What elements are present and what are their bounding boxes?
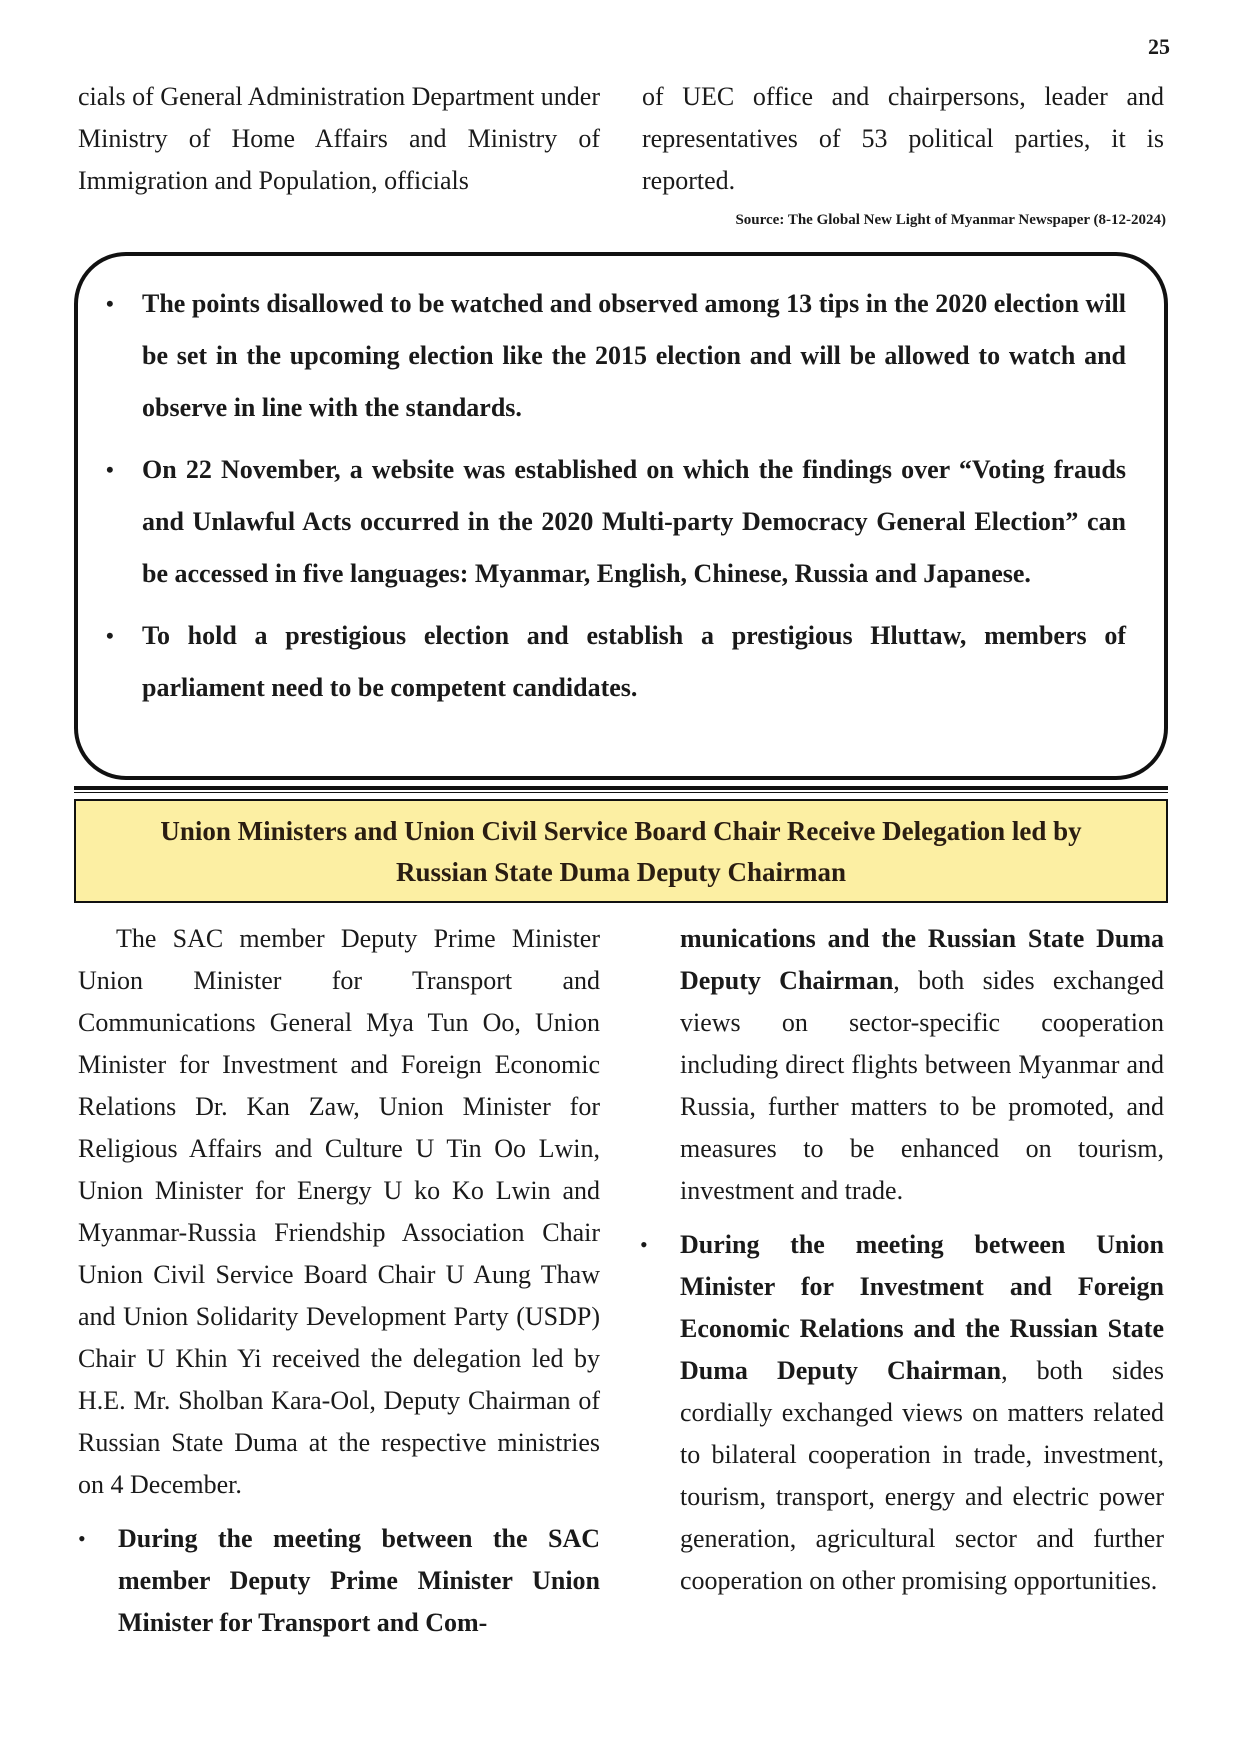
- paragraph: [680, 918, 1164, 1212]
- list-item-text: To hold a prestigious election and establish a prestigious Hluttaw, members of parliament need to be competent candidates.: [142, 621, 1126, 702]
- list-item: [106, 610, 1126, 714]
- divider: [74, 786, 1168, 790]
- continued-text-left: [78, 76, 600, 202]
- list-item: [106, 444, 1126, 600]
- page-number: 25: [1148, 34, 1170, 59]
- list-item: [78, 1518, 600, 1644]
- divider: [74, 792, 1168, 793]
- article-headline: [74, 799, 1168, 903]
- list-item-text: The points disallowed to be watched and observed among 13 tips in the 2020 election will be set in the upcoming election like the 2015 election and will be allowed to watch and observe in line with the standards.: [142, 289, 1126, 422]
- key-points-list: [106, 278, 1126, 724]
- bullet-icon: •: [78, 1526, 86, 1551]
- article-intro: The SAC member Deputy Prime Minister Union Minister for Transport and Communications General Mya Tun Oo, Union Minister for Investment and Foreign Economic Relations Dr. Kan Zaw, Union Minister for Religious Affairs and Culture U Tin Oo Lwin, Union Minister for Energy U ko Ko Lwin and Myanmar-Russia Friendship Association Chair Union Civil Service Board Chair U Aung Thaw and Union Solidarity Development Party (USDP) Chair U Khin Yi received the delegation led by H.E. Mr. Sholban Kara-Ool, Deputy Chairman of Russian State Duma at the respective ministries on 4 December.: [78, 924, 600, 1499]
- key-points-box: [74, 252, 1168, 780]
- article-column-left: [78, 918, 600, 1644]
- continued-text-right: [642, 76, 1164, 202]
- source-citation: Source: The Global New Light of Myanmar Newspaper (8-12-2024): [735, 212, 1166, 228]
- article-column-right: [640, 918, 1165, 1602]
- body-text: , both sides cordially exchanged views on matters related to bilateral cooperation in trade, investment, tourism, transport, energy and electric power generation, agricultural sector and further cooperation on other promising opportunities.: [680, 1356, 1164, 1595]
- bold-text: During the meeting between the SAC member Deputy Prime Minister Union Minister for Transport and Com-: [118, 1524, 600, 1637]
- bold-text: During the meeting between Union Minister for Investment and Foreign Economic Relations and the Russian State Duma Deputy Chairman: [680, 1230, 1164, 1385]
- headline-line: Union Ministers and Union Civil Service Board Chair Receive Delegation led by: [160, 816, 1082, 846]
- list-item: [106, 278, 1126, 434]
- bold-text: munications and the Russian State Duma Deputy Chairman: [680, 924, 1164, 995]
- headline-line: Russian State Duma Deputy Chairman: [395, 857, 847, 887]
- body-text: , both sides exchanged views on sector-specific cooperation including direct flights between Myanmar and Russia, further matters to be promoted, and measures to be enhanced on tourism, investment and trade.: [680, 966, 1165, 1205]
- bullet-icon: •: [106, 291, 114, 316]
- bullet-icon: •: [640, 1232, 648, 1257]
- bullet-icon: •: [106, 457, 114, 482]
- list-item-text: On 22 November, a website was established on which the findings over “Voting frauds and Unlawful Acts occurred in the 2020 Multi-party Democracy General Election” can be accessed in five languages: Myanmar, English, Chinese, Russia and Japanese.: [142, 455, 1126, 588]
- list-item: [640, 1224, 1164, 1602]
- paragraph: of UEC office and chairpersons, leader and representatives of 53 political parties, it is reported.: [642, 82, 1164, 195]
- paragraph: cials of General Administration Department under Ministry of Home Affairs and Ministry of Immigration and Population, officials: [78, 82, 601, 195]
- bullet-icon: •: [106, 623, 114, 648]
